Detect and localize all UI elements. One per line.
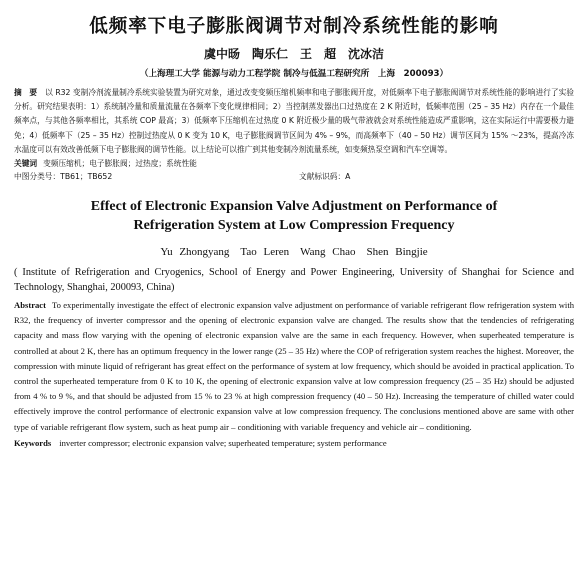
en-affiliation: ( Institute of Refrigeration and Cryogenics, School of Energy and Power Engineering, University of Shanghai for Science and Technology, Shanghai, 200093, China) [14, 267, 574, 294]
en-abstract [14, 298, 574, 435]
en-authors: Yu Zhongyang Tao Leren Wang Chao Shen Bingjie [160, 246, 428, 259]
en-keywords-label: Keywords [14, 437, 52, 448]
en-keywords [14, 437, 574, 450]
cn-abstract-text: 以 R32 变制冷剂流量制冷系统实验装置为研究对象，通过改变变频压缩机频率和电子膨胀阀开度，对低频率下电子膨胀阀调节对系统性能的影响进行了实验分析。研究结果表明：1）系统制冷量和质量流量在各频率下变化规律相同；2）当控制蒸发器出口过热度在 2 K 附近时，低频率范围（25 – 35 Hz）内存在一个最佳频率点，与其他各频率相比，其系统 COP 最高；3）低频率下压缩机在过热度 0 K 附近极少量的吸气带液就会对系统性能造成严重影响，这在实际运行中需要极力避免；4）低频率下（25 – 35 Hz）控制过热度从 0 K 变为 10 K，电子膨胀阀调节区间为 4% – 9%，而高频率下（40 – 50 Hz）调节区间为 15% ～23%，提高冷冻水温度可以有效改善低频下电子膨胀阀的调节性能。以上结论可以推广到其他变制冷剂流量系统，如变频热泵空调和汽车空调等。 [14, 88, 574, 154]
cn-keywords-label: 关键词 [14, 159, 38, 169]
en-title-line2: Refrigeration System at Low Compression Frequency [133, 218, 455, 234]
en-title-line1: Effect of Electronic Expansion Valve Adjustment on Performance of [90, 199, 498, 215]
en-abstract-text: To experimentally investigate the effect of electronic expansion valve adjustment on performance of variable refrigerant flow refrigeration system with R32, the frequency of inverter compressor and the opening of electronic expansion valve are changed. The results show that the tendencies of refrigerating capacity and mass flow varying with the opening of electronic expansion valve are the same in each frequency. However, when superheated temperature is controlled at about 2 K, there has an optimum frequency in the lower range (25 – 35 Hz) where the COP of refrigeration system reaches the highest. Moreover, the compression with minute liquid of refrigerant has great effect on the performance of system at low frequency, which should be avoided in practical application. To control the superheated temperature from 0 K to 10 K, the opening of electronic expansion valve at low compression frequency (25 – 35 Hz) should be adjusted from 4 % to 9 %, and that should be adjusted from 15 % to 23 % at high compression frequency (40 – 50 Hz). Increasing the temperature of chilled water could effectively improve the control performance of electronic expansion valve at low compression frequency. The conclusions mentioned above are same with other type of variable refrigerant flow system, such as heat pump air – conditioning with variable frequency and vehicle air – conditioning. [14, 300, 574, 432]
cn-classification-row [14, 170, 574, 183]
en-keywords-text: inverter compressor; electronic expansion valve; superheated temperature; system performance [59, 437, 387, 448]
cn-keywords [14, 157, 574, 170]
en-abstract-label: Abstract [14, 300, 46, 311]
cn-abstract [14, 86, 574, 157]
cn-abstract-label: 摘 要 [14, 88, 38, 97]
en-title [14, 197, 574, 235]
cn-keywords-text: 变频压缩机；电子膨胀阀；过热度；系统性能 [43, 159, 197, 169]
cn-affiliation: （上海理工大学 能源与动力工程学院 制冷与低温工程研究所 上海 200093） [139, 69, 449, 79]
cn-doc-code: 文献标识码：A [299, 172, 351, 182]
cn-authors: 虞中旸 陶乐仁 王 超 沈冰洁 [203, 47, 384, 61]
cn-title: 低频率下电子膨胀阀调节对制冷系统性能的影响 [89, 16, 499, 37]
cn-classification: 中图分类号：TB61；TB652 [14, 172, 113, 182]
